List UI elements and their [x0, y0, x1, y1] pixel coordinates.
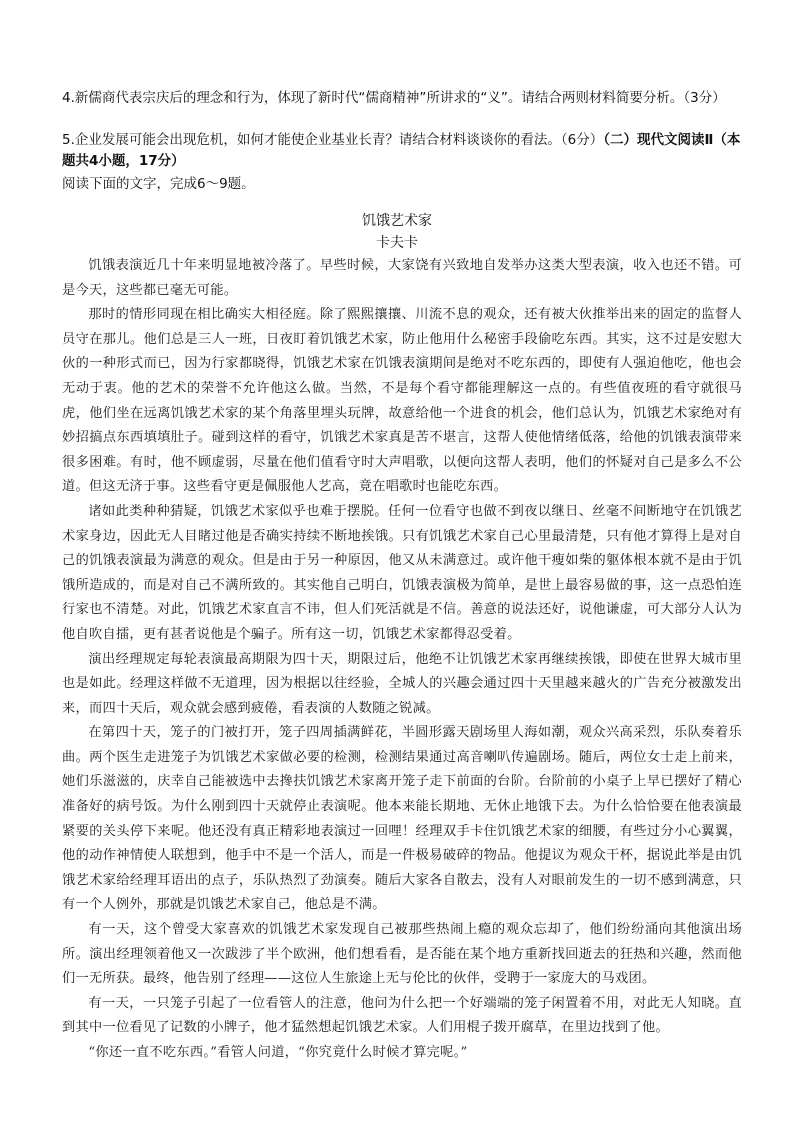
paragraph: 饥饿表演近几十年来明显地被冷落了。早些时候，大家饶有兴致地自发举办这类大型表演，收入也还不错。可是今天，这些都已毫无可能。: [62, 258, 742, 298]
paragraph: 在第四十天，笼子的门被打开，笼子四周插满鲜花，半圆形露天剧场里人海如潮，观众兴高采烈，乐队奏着乐曲。两个医生走进笼子为饥饿艺术家做必要的检测，检测结果通过高音喇叭传遍剧场。随后，两位女士走上前来，她们乐滋滋的，庆幸自己能被选中去搀扶饥饿艺术家离开笼子走下前面的台阶。台阶前的小桌子上早已摆好了精心准备好的病号饭。为什么刚到四十天就停止表演呢。他本来能长期地、无休止地饿下去。为什么恰恰要在他表演最紧要的关头停下来呢。他还没有真正精彩地表演过一回哩！经理双手卡住饥饿艺术家的细腰，有些过分小心翼翼，他的动作神情使人联想到，他手中不是一个活人，而是一件极易破碎的物品。他提议为观众干杯，据说此举是由饥饿艺术家给经理耳语出的点子，乐队热烈了劲演奏。随后大家各自散去，没有人对眼前发生的一切不感到满意，只有一个人例外，那就是饥饿艺术家自己，他总是不满。: [62, 725, 742, 913]
question-4-text: 4.新儒商代表宗庆后的理念和行为，体现了新时代“儒商精神”所讲求的“义”。请结合两则材料简要分析。（3分）: [62, 90, 726, 106]
question-4: [62, 88, 742, 109]
paragraph: 诸如此类种种猜疑，饥饿艺术家似乎也难于摆脱。任何一位看守也做不到夜以继日、丝毫不间断地守在饥饿艺术家身边，因此无人目睹过他是否确实持续不断地挨饿。只有饥饿艺术家自己心里最清楚，只有他才算得上是对自己的饥饿表演最为满意的观众。但是由于另一种原因，他又从未满意过。或许他干瘦如柴的躯体根本就不是由于饥饿所造成的，而是对自己不满所致的。其实他自己明白，饥饿表演极为简单，是世上最容易做的事，这一点恐怕连行家也不清楚。对此，饥饿艺术家直言不讳，但人们死活就是不信。善意的说法还好，说他谦虚，可大部分人认为他自吹自擂，更有甚者说他是个骗子。所有这一切，饥饿艺术家都得忍受着。: [62, 503, 742, 642]
question-5: [62, 130, 742, 172]
reading-instruction: 阅读下面的文字，完成6～9题。: [62, 176, 255, 192]
paragraph: 有一天，这个曾受大家喜欢的饥饿艺术家发现自己被那些热闹上瘾的观众忘却了，他们纷纷涌向其他演出场所。演出经理领着他又一次跋涉了半个欧洲，他们想看看，是否能在某个地方重新找回逝去的狂热和兴趣，然而他们一无所获。最终，他告别了经理——这位人生旅途上无与伦比的伙伴，受聘于一家庞大的马戏团。: [62, 922, 742, 987]
article-title: 饥饿艺术家: [362, 213, 432, 229]
question-5-text: 5.企业发展可能会出现危机，如何才能使企业基业长青？请结合材料谈谈你的看法。（6分）: [62, 132, 604, 148]
paragraph: 有一天，一只笼子引起了一位看管人的注意，他问为什么把一个好端端的笼子闲置着不用，对此无人知晓。直到其中一位看见了记数的小牌子，他才猛然想起饥饿艺术家。人们用棍子拨开腐草，在里边找到了他。: [62, 995, 742, 1036]
article-author: 卡夫卡: [376, 235, 418, 251]
article-body: [62, 254, 742, 1066]
paragraph: “你还一直不吃东西。”看管人问道，“你究竟什么时候才算完呢。”: [88, 1045, 468, 1060]
paragraph: 演出经理规定每轮表演最高期限为四十天，期限过后，他绝不让饥饿艺术家再继续挨饿，即使在世界大城市里也是如此。经理这样做不无道理，因为根据以往经验，全城人的兴趣会通过四十天里越来越火的广告充分被激发出来，而四十天后，观众就会感到疲倦，看表演的人数随之锐减。: [62, 651, 742, 716]
paragraph: 那时的情形同现在相比确实大相径庭。除了熙熙攘攘、川流不息的观众，还有被大伙推举出来的固定的监督人员守在那儿。他们总是三人一班，日夜盯着饥饿艺术家，防止他用什么秘密手段偷吃东西。其实，这不过是安慰大伙的一种形式而已，因为行家都晓得，饥饿艺术家在饥饿表演期间是绝对不吃东西的，即使有人强迫他吃，他也会无动于衷。他的艺术的荣誉不允许他这么做。当然，不是每个看守都能理解这一点的。有些值夜班的看守就很马虎，他们坐在远离饥饿艺术家的某个角落里埋头玩牌，故意给他一个进食的机会，他们总认为，饥饿艺术家绝对有妙招搞点东西填填肚子。碰到这样的看守，饥饿艺术家真是苦不堪言，这帮人使他情绪低落，给他的饥饿表演带来很多困难。有时，他不顾虚弱，尽量在他们值看守时大声唱歌，以便向这帮人表明，他们的怀疑对自己是多么不公道。但这无济于事。这些看守更是佩服他人艺高，竟在唱歌时也能吃东西。: [62, 307, 742, 495]
section-heading: （二）现代文阅读Ⅱ（本题共4小题，17分）: [62, 132, 741, 169]
